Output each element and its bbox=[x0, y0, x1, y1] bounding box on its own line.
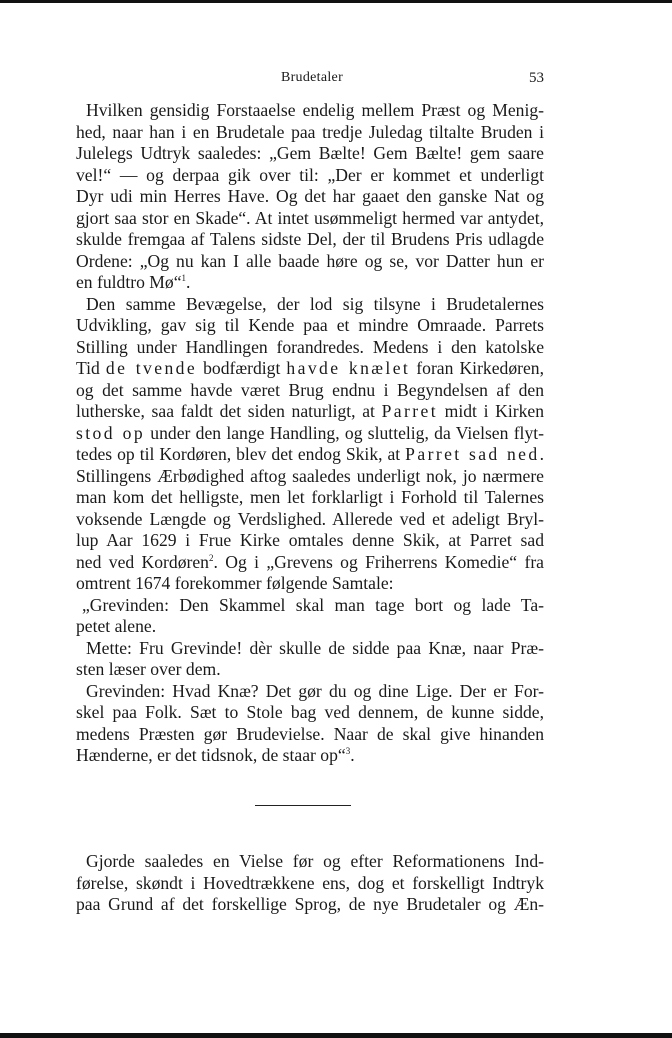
text-line: hed, naar han i en Brudetale paa tredje Juledag tiltalte Bruden i bbox=[76, 121, 544, 142]
text-line: Ordene: „Og nu kan I alle baade høre og se, vor Datter hun er bbox=[76, 250, 544, 271]
text-run: . bbox=[350, 745, 355, 765]
text-line: lup Aar 1629 i Frue Kirke omtales denne Skik, at Parret sad bbox=[76, 530, 544, 550]
text-line: man kom det helligste, men let forklarligt i Forhold til Talernes bbox=[76, 487, 544, 507]
text-run: Hænderne, er det tidsnok, de staar op“ bbox=[76, 745, 346, 765]
text-run: . Og i „Grevens og Friherrens Komedie“ fra bbox=[213, 551, 544, 572]
text-line bbox=[76, 552, 544, 574]
text-line: skulde fremgaa af Talens sidste Del, der til Brudens Pris udlagde bbox=[76, 229, 544, 249]
text-line: vel!“ — og derpaa gik over til: „Der er kommet et underligt bbox=[76, 164, 544, 185]
text-run: . bbox=[539, 444, 544, 464]
spaced-emphasis: Parret bbox=[381, 401, 438, 421]
text-run: Tid bbox=[76, 358, 106, 378]
text-line bbox=[76, 745, 544, 767]
text-line: og det samme havde været Brug endnu i Begyndelsen af den bbox=[76, 379, 544, 400]
text-line: Den samme Bevægelse, der lod sig tilsyne i Brudetalernes bbox=[86, 293, 544, 314]
text-run: tedes op til Kordøren, blev det endog Skik, at bbox=[76, 444, 406, 464]
spaced-emphasis: stod op bbox=[76, 422, 146, 443]
text-line: Dyr udi min Herres Have. Og det har gaaet den ganske Nat og bbox=[76, 186, 544, 206]
text-line bbox=[76, 444, 544, 466]
text-line: „Grevinden: Den Skammel skal man tage bort og lade Ta- bbox=[82, 594, 544, 615]
text-line: petet alene. bbox=[76, 616, 157, 636]
footnote-ref: 2 bbox=[208, 552, 214, 563]
text-line: sten læser over dem. bbox=[76, 659, 221, 679]
continuation-text bbox=[76, 851, 544, 916]
running-title: Brudetaler bbox=[280, 70, 344, 85]
page-top-edge bbox=[0, 0, 672, 3]
text-line: Grevinden: Hvad Knæ? Det gør du og dine Lige. Der er For- bbox=[86, 680, 544, 701]
text-line: gjort saa stor en Skade“. At intet usømmeligt hermed var antydet, bbox=[76, 207, 544, 228]
text-line: Hvilken gensidig Forstaaelse endelig mellem Præst og Menig- bbox=[86, 100, 544, 120]
text-line: Udvikling, gav sig til Kende paa et mindre Omraade. Parrets bbox=[76, 315, 544, 335]
text-run: under den lange Handling, og sluttelig, da Vielsen flyt- bbox=[145, 422, 544, 443]
text-run: midt i Kirken bbox=[438, 401, 544, 421]
text-run: ned ved Kordøren bbox=[76, 551, 209, 572]
section-divider bbox=[255, 805, 351, 806]
text-line: Stillingens Ærbødighed aftog saaledes underligt nok, jo nærmere bbox=[76, 465, 544, 486]
text-line bbox=[76, 401, 544, 423]
spaced-emphasis: havde knælet bbox=[286, 358, 411, 378]
text-line: Mette: Fru Grevinde! dèr skulle de sidde paa Knæ, naar Præ- bbox=[86, 637, 544, 658]
text-line: voksende Længde og Verdslighed. Allerede ved et adeligt Bryl- bbox=[76, 508, 544, 529]
spaced-emphasis: Parret sad ned bbox=[405, 444, 540, 464]
page-header bbox=[80, 70, 544, 90]
main-text bbox=[76, 100, 544, 767]
text-run: foran Kirkedøren, bbox=[410, 358, 544, 378]
page-number: 53 bbox=[529, 70, 544, 86]
text-line: medens Præsten gør Brudevielse. Naar de skal give hinanden bbox=[76, 723, 544, 744]
text-line: paa Grund af det forskellige Sprog, de nye Brudetaler og Æn- bbox=[76, 894, 544, 914]
text-line bbox=[76, 423, 544, 445]
text-line: Stilling under Handlingen forandredes. Medens i den katolske bbox=[76, 336, 544, 357]
text-run: . bbox=[186, 272, 191, 292]
text-line: førelse, skøndt i Hovedtrækkene ens, dog et forskelligt Indtryk bbox=[76, 872, 544, 893]
text-line bbox=[76, 358, 544, 380]
text-line: omtrent 1674 forekommer følgende Samtale: bbox=[76, 573, 394, 593]
spaced-emphasis: de tvende bbox=[105, 358, 198, 378]
text-line: Gjorde saaledes en Vielse før og efter Reformationens Ind- bbox=[86, 851, 544, 871]
footnote-ref: 3 bbox=[345, 746, 351, 757]
text-line: Julelegs Udtryk saaledes: „Gem Bælte! Gem Bælte! gem saare bbox=[76, 143, 544, 163]
text-line bbox=[76, 272, 544, 294]
text-run: lutherske, saa faldt det siden naturligt, at bbox=[76, 401, 382, 421]
text-line: skel paa Folk. Sæt to Stole bag ved dennem, de kunne sidde, bbox=[76, 702, 544, 722]
text-run: bodfærdigt bbox=[197, 358, 287, 378]
page-bottom-edge bbox=[0, 1033, 672, 1038]
footnote-ref: 1 bbox=[181, 273, 187, 284]
text-run: en fuldtro Mø“ bbox=[76, 272, 182, 292]
